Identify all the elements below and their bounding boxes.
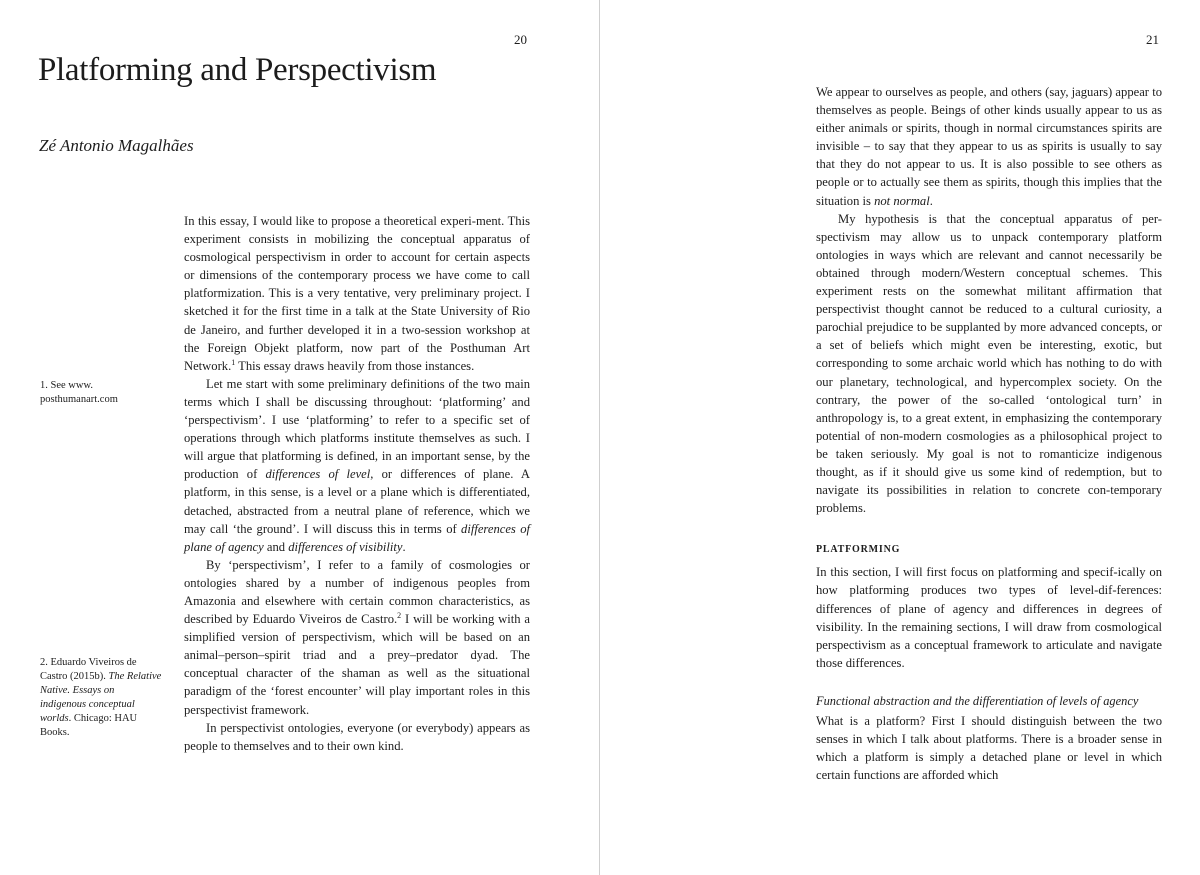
body-paragraph: By ‘perspectivism’, I refer to a family of cosmologies or ontologies shared by a number of indigenous peoples from Amazonia and elsewhere with certain common characteristics, as described by Eduardo Viveiros de Castro.$^2$ I will be working with a simplified version of perspectivism, which will be based on an animal–person–spirit triad and a prey–predator dyad. The conceptual character of the shaman as well as the situational paradigm of the ‘forest encounter’ will play important roles in this perspectivist framework. — [184, 557, 530, 717]
body-paragraph: We appear to ourselves as people, and others (say, jaguars) appear to themselves as people. Beings of other kinds usually appear to us as either animals or spirits, though in normal circumstances spirits are invisible – to say that they appear to us as spirits is usually to say that they do not appear to us. It is also possible to see others as people or to actually see them as spirits, though this implies that the situation is not normal. — [816, 85, 1162, 208]
essay-author: Zé Antonio Magalhães — [39, 136, 194, 155]
left-body-column — [184, 212, 530, 755]
section-heading: PLATFORMING — [816, 544, 901, 556]
page-gutter — [599, 0, 600, 875]
footnote-ref-2: 2 — [397, 610, 402, 620]
page-number-right: 21 — [1146, 32, 1159, 47]
right-body-column — [816, 83, 1162, 784]
body-paragraph: My hypothesis is that the conceptual apparatus of per-spectivism may allow us to unpack contemporary platform ontologies in ways which are relevant and cannot necessarily be obtained through modern/Western conceptual schemes. This experiment rests on the somewhat militant affirmation that perspectivist thought cannot be reduced to a cultural curiosity, a parochial prejudice to be supplanted by more advanced concepts, or a set of beliefs which might even be interesting, exotic, but corresponding to some archaic world which has nothing to do with our planetary, technological, and hypercomplex society. On the contrary, the power of the so-called ‘ontological turn’ in anthropology is, to a great extent, in emphasizing the contemporary potential of non-modern cosmologies as a philosophical project to be taken seriously. My goal is not to romanticize indigenous thought, as if it should give us some kind of redemption, but to navigate its possibilities in relation to concrete con-temporary problems. — [816, 211, 1162, 516]
body-paragraph: Let me start with some preliminary definitions of the two main terms which I shall be discussing throughout: ‘platforming’ and ‘perspectivism’. I use ‘platforming’ to refer to a specific set of operations through which platforms institute themselves as such. I will argue that platforming is defined, in an important sense, by the production of differences of level, or differences of plane. A platform, in this sense, is a level or a plane which is differentiated, detached, abstracted from a neutral plane of reference, which we may call ‘the ground’. I will discuss this in terms of differences of plane of agency and differences of visibility. — [184, 376, 530, 554]
body-paragraph: What is a platform? First I should distinguish between the two senses in which I talk about platforms. There is a broader sense in which a platform is simply a detached plane or level in which certain functions are afforded which — [816, 714, 1162, 783]
body-paragraph: In perspectivist ontologies, everyone (or everybody) appears as people to themselves and to their own kind. — [184, 720, 530, 753]
footnote-2: 2. Eduardo Viveiros de Castro (2015b). The Relative Native. Essays on indigenous conceptual worlds. Chicago: HAU Books. — [40, 657, 162, 738]
body-paragraph: In this section, I will first focus on platforming and specif-ically on how platforming produces two types of level-dif-ferences: differences of plane of agency and differences in degrees of visibility. In the remaining sections, I will draw from cosmological perspectivism as a conceptual framework to articulate and navigate those differences. — [816, 565, 1162, 670]
footnote-ref-1: 1 — [231, 357, 236, 367]
subsection-heading: Functional abstraction and the differentiation of levels of agency — [816, 693, 1139, 708]
footnote-1: 1. See www. posthumanart.com — [40, 380, 118, 405]
body-paragraph: In this essay, I would like to propose a theoretical experi-ment. This experiment consists in mobilizing the conceptual apparatus of cosmological perspectivism in order to account for certain aspects or dimensions of the contemporary process we have come to call platformization. This is a very tentative, very preliminary project. I sketched it for the first time in a talk at the State University of Rio de Janeiro, and further developed it in a two-session workshop at the Foreign Objekt platform, now part of the Posthuman Art Network.$^1$ This essay draws heavily from those instances. — [184, 214, 530, 373]
essay-title: Platforming and Perspectivism — [38, 52, 437, 88]
page-number-left: 20 — [514, 32, 527, 47]
